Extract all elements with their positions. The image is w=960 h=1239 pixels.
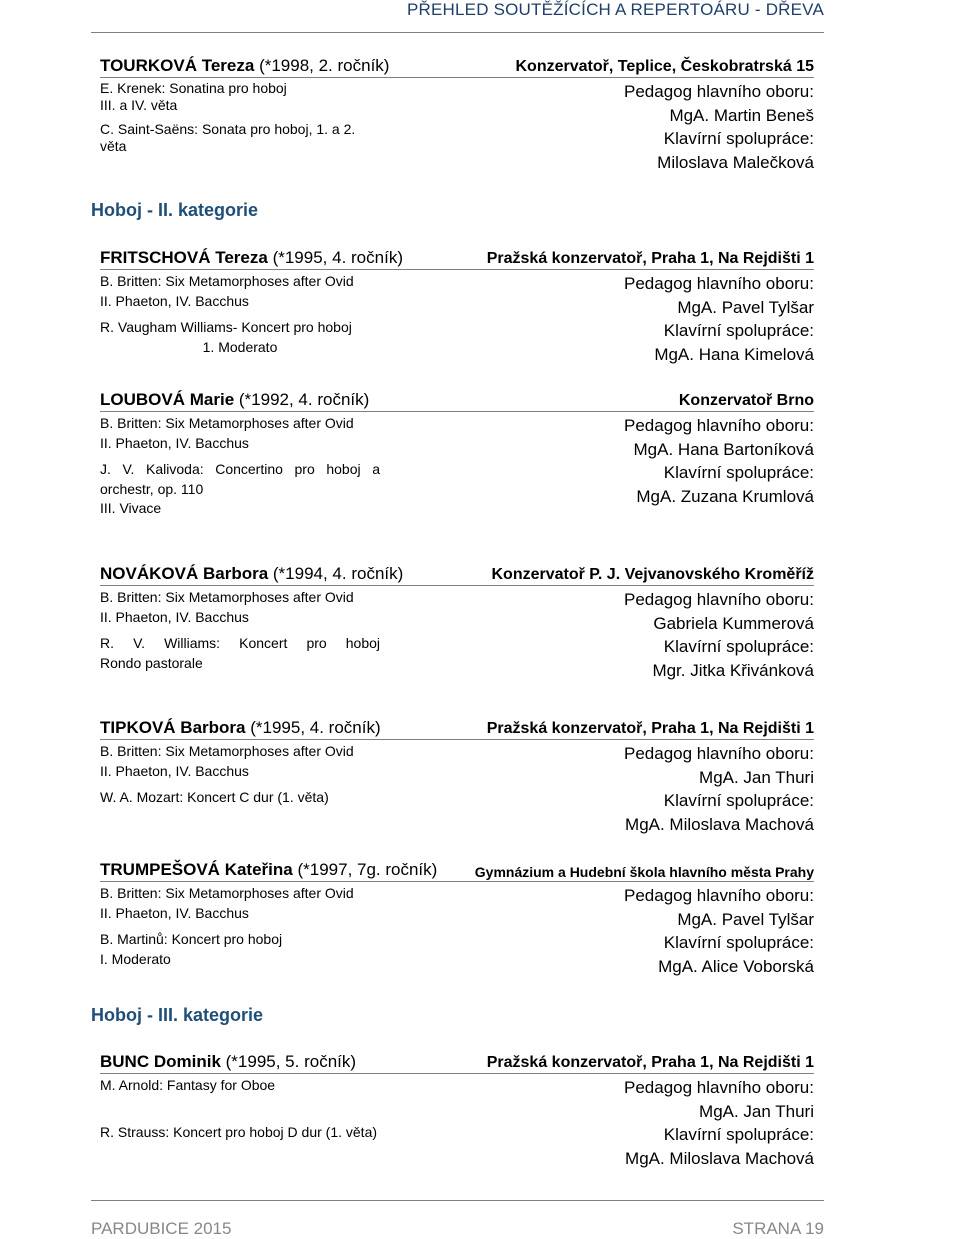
competitor-name-row <box>100 248 814 270</box>
competitor-name-row <box>100 1052 814 1074</box>
piano-name: Mgr. Jitka Křivánková <box>652 660 814 680</box>
repertoire-movement: II. Phaeton, IV. Bacchus <box>100 904 249 921</box>
repertoire-movement: II. Phaeton, IV. Bacchus <box>100 608 249 625</box>
repertoire-piece: B. Britten: Six Metamorphoses after Ovid <box>100 589 354 605</box>
teacher-name: Gabriela Kummerová <box>653 613 814 633</box>
repertoire-piece: R. Strauss: Koncert pro hoboj D dur (1. věta) <box>100 1123 378 1140</box>
page-number: STRANA 19 <box>732 1219 824 1238</box>
competitor-entry <box>100 564 814 682</box>
piano-label: Klavírní spolupráce: <box>663 637 814 656</box>
footer-location: PARDUBICE 2015 <box>91 1219 232 1238</box>
school-name: Pražská konzervatoř, Praha 1, Na Rejdišti 1 <box>486 1054 814 1071</box>
repertoire-piece: B. Britten: Six Metamorphoses after Ovid <box>100 415 354 431</box>
repertoire-movement: Rondo pastorale <box>100 654 203 671</box>
repertoire-piece: B. Britten: Six Metamorphoses after Ovid <box>100 885 354 901</box>
competitor-name: NOVÁKOVÁ Barbora (*1994, 4. ročník) <box>100 564 404 583</box>
repertoire <box>100 78 380 174</box>
category-heading: Hoboj - II. kategorie <box>91 200 259 220</box>
competitor-name: LOUBOVÁ Marie (*1992, 4. ročník) <box>100 390 370 409</box>
teacher-label: Pedagog hlavního oboru: <box>624 886 814 905</box>
repertoire-movement: II. Phaeton, IV. Bacchus <box>100 434 249 451</box>
repertoire-piece: B. Britten: Six Metamorphoses after Ovid <box>100 273 354 289</box>
piano-label: Klavírní spolupráce: <box>663 791 814 810</box>
repertoire-piece: B. Britten: Six Metamorphoses after Ovid <box>100 743 354 759</box>
piano-name: MgA. Hana Kimelová <box>654 344 814 364</box>
competitor-entry <box>100 56 814 174</box>
piano-label: Klavírní spolupráce: <box>663 933 814 952</box>
repertoire-piece: R. V. Williams: Koncert pro hoboj <box>100 635 380 651</box>
repertoire-movement: II. Phaeton, IV. Bacchus <box>100 762 249 779</box>
staff-info <box>624 1074 814 1170</box>
competitor-name-row <box>100 860 814 882</box>
staff-info <box>624 740 814 836</box>
school-name: Konzervatoř, Teplice, Českobratrská 15 <box>515 58 814 75</box>
repertoire <box>100 882 380 978</box>
competitor-name: FRITSCHOVÁ Tereza (*1995, 4. ročník) <box>100 248 403 267</box>
teacher-name: MgA. Jan Thuri <box>699 1101 814 1121</box>
piano-name: MgA. Alice Voborská <box>658 956 814 976</box>
staff-info <box>624 412 814 519</box>
teacher-label: Pedagog hlavního oboru: <box>624 1078 814 1097</box>
school-name: Pražská konzervatoř, Praha 1, Na Rejdišti 1 <box>486 720 814 737</box>
piano-name: MgA. Zuzana Krumlová <box>636 486 814 506</box>
school-name: Konzervatoř Brno <box>678 392 814 409</box>
school-name: Gymnázium a Hudební škola hlavního města Prahy <box>474 864 814 880</box>
piano-name: MgA. Miloslava Machová <box>625 814 814 834</box>
competitor-name-row <box>100 390 814 412</box>
piano-name: MgA. Miloslava Machová <box>625 1148 814 1168</box>
competitor-name: TIPKOVÁ Barbora (*1995, 4. ročník) <box>100 718 381 737</box>
staff-info <box>624 78 814 174</box>
repertoire <box>100 1074 380 1170</box>
repertoire-movement: III. a IV. věta <box>100 97 178 113</box>
competitor-name: TRUMPEŠOVÁ Kateřina (*1997, 7g. ročník) <box>100 860 438 879</box>
competitor-entry <box>100 390 814 519</box>
repertoire-movement: 1. Moderato <box>202 338 278 355</box>
teacher-name: MgA. Hana Bartoníková <box>633 439 814 459</box>
teacher-label: Pedagog hlavního oboru: <box>624 274 814 293</box>
competitor-name: BUNC Dominik (*1995, 5. ročník) <box>100 1052 357 1071</box>
competitor-entry <box>100 718 814 836</box>
school-name: Konzervatoř P. J. Vejvanovského Kroměříž <box>491 566 814 583</box>
teacher-label: Pedagog hlavního oboru: <box>624 590 814 609</box>
repertoire-piece: B. Martinů: Koncert pro hoboj <box>100 931 283 947</box>
teacher-name: MgA. Martin Beneš <box>669 105 814 125</box>
repertoire-movement: I. Moderato <box>100 950 171 967</box>
piano-label: Klavírní spolupráce: <box>663 321 814 340</box>
competitor-name-row <box>100 564 814 586</box>
repertoire <box>100 412 380 519</box>
staff-info <box>624 586 814 682</box>
competitor-entry <box>100 860 814 978</box>
repertoire <box>100 270 380 366</box>
competitor-entry <box>100 248 814 366</box>
footer-divider <box>91 1200 824 1201</box>
staff-info <box>624 270 814 366</box>
repertoire <box>100 586 380 682</box>
teacher-label: Pedagog hlavního oboru: <box>624 82 814 101</box>
piano-name: Miloslava Malečková <box>657 152 814 172</box>
competitor-name-row <box>100 56 814 78</box>
repertoire-piece: R. Vaugham Williams- Koncert pro hoboj <box>100 319 352 335</box>
competitor-name: TOURKOVÁ Tereza (*1998, 2. ročník) <box>100 56 390 75</box>
repertoire-piece: W. A. Mozart: Koncert C dur (1. věta) <box>100 789 329 805</box>
competitor-entry <box>100 1052 814 1170</box>
piano-label: Klavírní spolupráce: <box>663 1125 814 1144</box>
piano-label: Klavírní spolupráce: <box>663 129 814 148</box>
teacher-name: MgA. Pavel Tylšar <box>677 297 814 317</box>
category-heading: Hoboj - III. kategorie <box>91 1005 264 1025</box>
teacher-name: MgA. Pavel Tylšar <box>677 909 814 929</box>
page-header-title: PŘEHLED SOUTĚŽÍCÍCH A REPERTOÁRU - DŘEVA <box>406 0 824 19</box>
school-name: Pražská konzervatoř, Praha 1, Na Rejdišti 1 <box>486 250 814 267</box>
repertoire-piece: C. Saint-Saëns: Sonata pro hoboj, 1. a 2. věta <box>100 121 356 154</box>
header-divider <box>91 32 824 33</box>
staff-info <box>624 882 814 978</box>
teacher-label: Pedagog hlavního oboru: <box>624 416 814 435</box>
repertoire-piece: M. Arnold: Fantasy for Oboe <box>100 1077 276 1093</box>
repertoire <box>100 740 380 836</box>
repertoire-piece: J. V. Kalivoda: Concertino pro hoboj a orchestr, op. 110 <box>100 461 380 497</box>
teacher-label: Pedagog hlavního oboru: <box>624 744 814 763</box>
piano-label: Klavírní spolupráce: <box>663 463 814 482</box>
competitor-name-row <box>100 718 814 740</box>
teacher-name: MgA. Jan Thuri <box>699 767 814 787</box>
repertoire-movement: II. Phaeton, IV. Bacchus <box>100 292 249 309</box>
repertoire-piece: E. Krenek: Sonatina pro hoboj <box>100 80 287 96</box>
repertoire-movement: III. Vivace <box>100 500 162 516</box>
